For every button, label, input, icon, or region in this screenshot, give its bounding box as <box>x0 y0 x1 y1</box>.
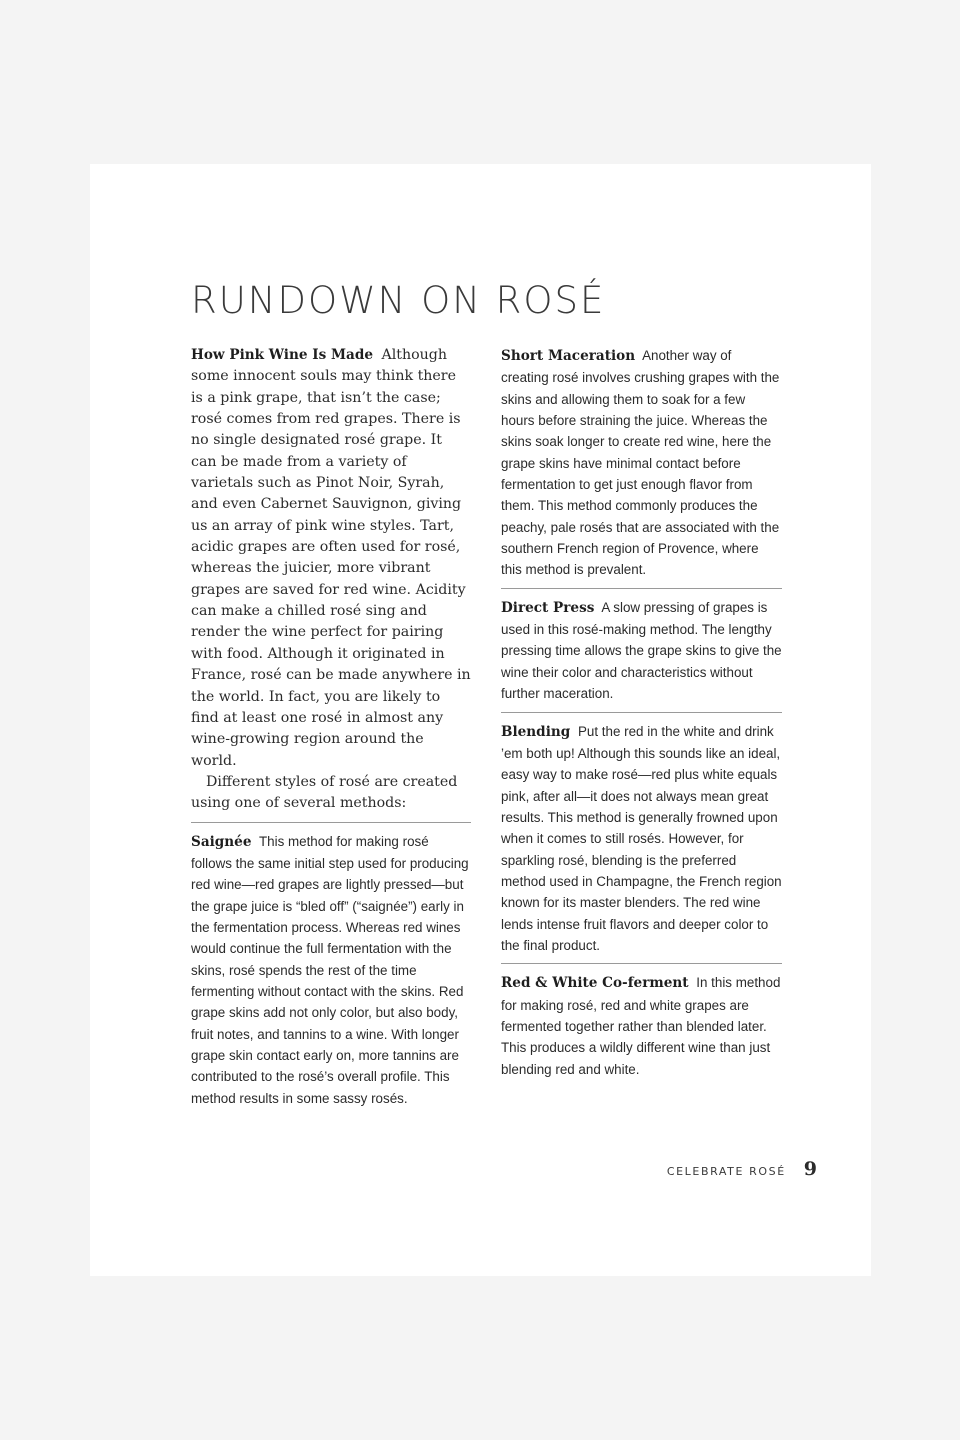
intro-heading: How Pink Wine Is Made <box>191 347 373 363</box>
right-column <box>501 345 782 1080</box>
method-text: Another way of creating rosé involves crushing grapes with the skins and allowing them to soak for a few hours before straining the juice. Whereas the skins soak longer to create red wine, here the grape skins have minimal contact before fermentation to get just enough flavor from them. This method commonly produces the peachy, pale rosés that are associated with the southern French region of Provence, where this method is prevalent. <box>501 348 780 578</box>
method-text: A slow pressing of grapes is used in this rosé-making method. The lengthy pressing time allows the grape skins to give the wine their color and characteristics without further maceration. <box>501 599 782 702</box>
method-heading: Saignée <box>191 833 252 850</box>
method-text: Put the red in the white and drink ’em both up! Although this sounds like an ideal, easy way to make rosé—red plus white equals pink, after all—it does not always mean great results. This method is generally frowned upon when it comes to still rosés. However, for sparkling rosé, blending is the preferred method used in Champagne, the French region known for its master blenders. The red wine lends intense fruit flavors and deeper color to the final product. <box>501 723 782 953</box>
method-heading: Direct Press <box>501 599 595 616</box>
method-saignee <box>191 831 471 1109</box>
page-title: RUNDOWN ON ROSÉ <box>191 279 606 322</box>
section-divider <box>501 712 782 713</box>
intro-followup: Different styles of rosé are created using one of several methods: <box>191 773 458 812</box>
method-blending <box>501 721 782 957</box>
method-heading: Short Maceration <box>501 348 636 364</box>
intro-text: Although some innocent souls may think there is a pink grape, that isn’t the case; rosé comes from red grapes. There is no single designated rosé grape. It can be made from a variety of varietals such as Pinot Noir, Syrah, and even Cabernet Sauvignon, giving us an array of pink wine styles. Tart, acidic grapes are often used for rosé, whereas the juicier, more vibrant grapes are saved for red wine. Acidity can make a chilled rosé sing and render the wine perfect for pairing with food. Although it originated in France, rosé can be made anywhere in the world. In fact, you are likely to find at least one rosé in almost any wine-growing region around the world. <box>191 347 471 769</box>
intro-paragraph <box>191 345 471 772</box>
section-divider <box>191 822 471 823</box>
method-text: In this method for making rosé, red and white grapes are fermented together rather than blended later. This produces a wildly different wine than just blending red and white. <box>501 975 781 1077</box>
method-direct-press <box>501 597 782 705</box>
book-page <box>90 164 871 1276</box>
section-divider <box>501 588 782 589</box>
method-text: This method for making rosé follows the same initial step used for producing red wine—red grapes are lightly pressed—but the grape juice is “bled off” (“saignée”) early in the fermentation process. Whereas red wines would continue the full fermentation with the skins, rosé spends the rest of the time fermenting without contact with the skins. Red grape skins add not only color, but also body, fruit notes, and tannins to a wine. With longer grape skin contact early on, more tannins are contributed to the rosé’s overall profile. This method results in some sassy rosés. <box>191 833 469 1106</box>
method-heading: Red & White Co-ferment <box>501 975 689 992</box>
page-number: 9 <box>803 1158 817 1180</box>
left-column <box>191 345 471 1109</box>
method-heading: Blending <box>501 723 571 740</box>
running-head: CELEBRATE ROSÉ <box>666 1165 786 1178</box>
section-divider <box>501 963 782 964</box>
method-short-maceration <box>501 345 782 581</box>
page-footer <box>667 1158 817 1180</box>
intro-section <box>191 345 471 815</box>
method-co-ferment <box>501 972 782 1080</box>
